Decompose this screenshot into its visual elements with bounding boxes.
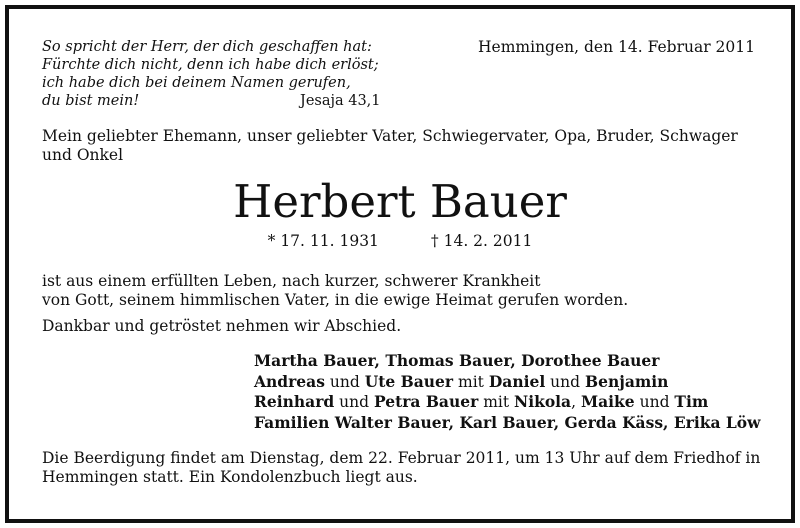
verse-line: So spricht der Herr, der dich geschaffen hat: xyxy=(42,39,372,55)
announcement-text xyxy=(42,272,628,310)
connector: und xyxy=(545,372,585,391)
family-name: Tim xyxy=(674,392,709,411)
deceased-name: Herbert Bauer xyxy=(233,175,567,228)
life-dates xyxy=(0,232,800,250)
connector: und xyxy=(334,393,374,411)
family-name: Nikola xyxy=(514,392,572,411)
verse-line: du bist mein! xyxy=(42,93,140,109)
family-line xyxy=(254,413,760,434)
family-list xyxy=(254,351,760,433)
family-name: Benjamin xyxy=(584,371,669,391)
connector: mit xyxy=(453,372,489,391)
bible-verse xyxy=(42,38,379,110)
verse-line: ich habe dich bei deinem Namen gerufen, xyxy=(42,75,351,91)
announcement-line: ist aus einem erfüllten Leben, nach kurzer, schwerer Krankheit xyxy=(42,272,541,290)
connector: , xyxy=(571,393,581,411)
funeral-info: Die Beerdigung findet am Dienstag, dem 22. Februar 2011, um 13 Uhr auf dem Friedhof in Hemmingen statt. Ein Kondolenzbuch liegt aus. xyxy=(42,449,761,486)
family-name: Maike xyxy=(580,392,635,411)
family-name: Ute Bauer xyxy=(364,371,454,391)
connector: mit xyxy=(478,393,515,411)
family-name: Reinhard xyxy=(254,392,335,411)
verse-line: Fürchte dich nicht, denn ich habe dich erlöst; xyxy=(42,57,379,73)
connector: und xyxy=(324,372,365,391)
family-line xyxy=(254,392,760,413)
verse-reference: Jesaja 43,1 xyxy=(300,93,381,109)
farewell-text: Dankbar und getröstet nehmen wir Abschied. xyxy=(42,317,402,335)
death-date: † 14. 2. 2011 xyxy=(430,232,533,250)
birth-date: * 17. 11. 1931 xyxy=(267,232,379,250)
family-name: Petra Bauer xyxy=(373,392,479,411)
place-date: Hemmingen, den 14. Februar 2011 xyxy=(478,38,755,56)
family-name: Andreas xyxy=(254,371,325,391)
intro-text: Mein geliebter Ehemann, unser geliebter Vater, Schwiegervater, Opa, Bruder, Schwager und Onkel xyxy=(42,127,738,164)
announcement-line: von Gott, seinem himmlischen Vater, in die ewige Heimat gerufen worden. xyxy=(42,291,629,309)
connector: und xyxy=(634,393,675,411)
family-line xyxy=(254,351,760,372)
family-names: Familien Walter Bauer, Karl Bauer, Gerda Käss, Erika Löw xyxy=(254,412,761,432)
family-line xyxy=(254,372,760,393)
family-names: Martha Bauer, Thomas Bauer, Dorothee Bauer xyxy=(254,351,660,370)
family-name: Daniel xyxy=(488,371,546,391)
